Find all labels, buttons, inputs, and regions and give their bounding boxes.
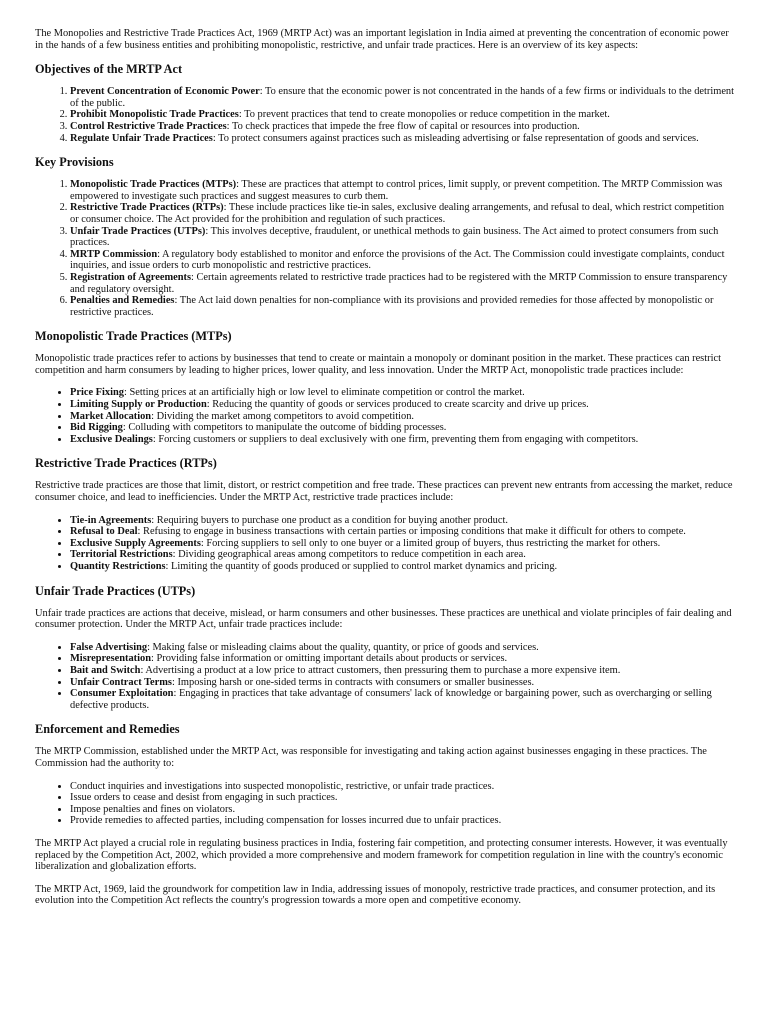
list-item [70, 538, 734, 550]
rtp-paragraph: Restrictive trade practices are those that limit, distort, or restrict competition and free trade. These practices can prevent new entrants from accessing the market, reduce consumer choice, and lead to inefficiencies. Under the MRTP Act, restrictive trade practices include: [35, 480, 733, 504]
list-item-text: : Engaging in practices that take advantage of consumers' lack of knowledge or bargaining power, such as overcharging or selling defective products. [70, 688, 712, 711]
list-item: • Impose penalties and fines on violators. [70, 804, 734, 816]
list-item [70, 387, 734, 399]
list-item [70, 295, 734, 318]
provisions-heading: Key Provisions [35, 155, 114, 170]
list-item-term: Bait and Switch [70, 664, 141, 676]
list-item-text: : The Act laid down penalties for non-compliance with its provisions and provided remedies for those affected by monopolistic or restrictive practices. [70, 295, 714, 318]
list-item [70, 272, 734, 295]
list-item [70, 515, 734, 527]
list-item-term: Price Fixing [70, 387, 124, 399]
utp-list [35, 642, 734, 712]
list-item-text: : These are practices that attempt to control prices, limit supply, or prevent competition. The MRTP Commission was empowered to investigate such practices and suggest measures to curb them. [70, 179, 723, 202]
mtp-paragraph: Monopolistic trade practices refer to actions by businesses that tend to create or maintain a monopoly or dominant position in the market. These practices can restrict competition and harm consumers by leading to higher prices, lower quality, and less innovation. Under the MRTP Act, monopolistic trade practices include: [35, 353, 721, 376]
list-item-term: MRTP Commission [70, 248, 158, 260]
rtp-heading: Restrictive Trade Practices (RTPs) [35, 456, 217, 471]
utp-paragraph: Unfair trade practices are actions that deceive, mislead, or harm consumers and other businesses. These practices are unethical and violate principles of fair dealing and consumer protection. Under the MRTP Act, unfair trade practices include: [35, 607, 732, 631]
list-item-text: : Setting prices at an artificially high or low level to eliminate competition or control the market. [123, 387, 525, 399]
list-item [70, 202, 734, 225]
list-item [70, 665, 734, 677]
list-item [70, 549, 734, 561]
list-item-text: : Forcing customers or suppliers to deal exclusively with one firm, preventing them from engaging with competitors. [152, 433, 639, 445]
list-item-term: False Advertising [70, 641, 148, 653]
list-item-term: Bid Rigging [70, 422, 123, 434]
list-item-text: : These include practices like tie-in sales, exclusive dealing arrangements, and refusal to deal, which restrict competition or consumer choice. The Act provided for the prohibition and regulation of such practices. [70, 202, 725, 225]
enforcement-paragraph: The MRTP Commission, established under the MRTP Act, was responsible for investigating and taking action against businesses engaging in these practices. The Commission had the authority to: [35, 746, 707, 769]
provisions-list [35, 179, 734, 318]
list-item-term: Unfair Contract Terms [70, 676, 172, 688]
enforcement-heading: Enforcement and Remedies [35, 722, 180, 737]
list-item [70, 411, 734, 423]
mtp-list [35, 387, 734, 445]
list-item-text: : To check practices that impede the free flow of capital or resources into production. [226, 120, 580, 132]
closing-paragraph-1: The MRTP Act played a crucial role in regulating business practices in India, fostering fair competition, and protecting consumer interests. However, it was eventually replaced by the Competition Act, 2002, which provided a more comprehensive and modern framework for competition regulation in line with the country's economic liberalization and globalization efforts. [35, 837, 728, 873]
list-item-text: : Certain agreements related to restrictive trade practices had to be registered with the MRTP Commission to ensure transparency and regulatory oversight. [70, 271, 728, 295]
list-item [70, 179, 734, 202]
list-item [70, 399, 734, 411]
list-item-text: : A regulatory body established to monitor and enforce the provisions of the Act. The Commission could investigate complaints, conduct inquiries, and issue orders to curb monopolistic and restrictive practices. [70, 248, 725, 272]
objectives-list [35, 86, 734, 144]
list-item-text: : Making false or misleading claims about the quality, quantity, or price of goods and services. [147, 641, 539, 653]
list-item: • Issue orders to cease and desist from engaging in such practices. [70, 792, 734, 804]
list-item [70, 688, 734, 711]
list-item [70, 526, 734, 538]
utp-heading: Unfair Trade Practices (UTPs) [35, 583, 196, 598]
list-item-term: Market Allocation [70, 410, 152, 422]
list-item-term: Exclusive Dealings [70, 433, 153, 445]
list-item-text: : Imposing harsh or one-sided terms in contracts with consumers or smaller businesses. [171, 676, 535, 688]
list-item-term: Registration of Agreements [70, 271, 192, 283]
list-item-term: Prohibit Monopolistic Trade Practices [70, 109, 239, 121]
list-item [70, 249, 734, 272]
list-item-text: : Dividing the market among competitors to avoid competition. [151, 410, 414, 422]
list-item: • Conduct inquiries and investigations into suspected monopolistic, restrictive, or unfair trade practices. [70, 781, 734, 793]
list-item-text: : Dividing geographical areas among competitors to reduce competition in each area. [172, 549, 526, 561]
list-item-term: Control Restrictive Trade Practices [70, 120, 227, 132]
list-item [70, 434, 734, 446]
list-item-term: Misrepresentation [70, 653, 151, 665]
list-item-text: : Forcing suppliers to sell only to one buyer or a limited group of buyers, thus restricting the market for others. [200, 537, 661, 549]
list-item-text: : To ensure that the economic power is not concentrated in the hands of a few firms or individuals to the detriment of the public. [70, 86, 735, 109]
list-item-text: : Refusing to engage in business transactions with certain parties or imposing conditions that make it difficult for others to compete. [137, 526, 686, 538]
objectives-heading: Objectives of the MRTP Act [35, 62, 183, 77]
closing-paragraph-2: The MRTP Act, 1969, laid the groundwork for competition law in India, addressing issues of monopoly, restrictive trade practices, and consumer protection, and its evolution into the Competition Act reflects the country's progression towards a more open and competitive economy. [35, 883, 716, 907]
list-item-text: : To protect consumers against practices such as misleading advertising or false representation of goods and services. [212, 132, 699, 144]
list-item-term: Limiting Supply or Production [70, 399, 207, 411]
list-item-text: : Reducing the quantity of goods or services produced to create scarcity and drive up prices. [206, 399, 589, 411]
intro-paragraph: The Monopolies and Restrictive Trade Practices Act, 1969 (MRTP Act) was an important legislation in India aimed at preventing the concentration of economic power in the hands of a few business entities and prohibiting monopolistic, restrictive, and unfair trade practices. Here is an overview of its key aspects: [35, 28, 729, 51]
list-item-text: : To prevent practices that tend to create monopolies or reduce competition in the market. [238, 109, 610, 121]
list-item [70, 226, 734, 249]
list-item-term: Restrictive Trade Practices (RTPs) [70, 202, 224, 214]
list-item [70, 422, 734, 434]
list-item: • Provide remedies to affected parties, including compensation for losses incurred due to unfair practices. [70, 815, 734, 827]
list-item-text: : Requiring buyers to purchase one product as a condition for buying another product. [151, 514, 508, 526]
list-item [70, 561, 734, 573]
rtp-list [35, 515, 734, 573]
list-item [70, 86, 734, 109]
list-item-term: Tie-in Agreements [70, 514, 152, 526]
list-item-term: Exclusive Supply Agreements [70, 537, 201, 549]
list-item-term: Monopolistic Trade Practices (MTPs) [70, 179, 237, 191]
list-item-text: : Providing false information or omitting important details about products or services. [151, 653, 508, 665]
list-item-term: Penalties and Remedies [70, 295, 175, 307]
list-item-term: Unfair Trade Practices (UTPs) [70, 225, 206, 237]
list-item-term: Refusal to Deal [70, 526, 138, 538]
list-item-text: : Colluding with competitors to manipulate the outcome of bidding processes. [122, 422, 447, 434]
list-item-term: Territorial Restrictions [70, 549, 173, 561]
list-item-term: Quantity Restrictions [70, 561, 166, 572]
list-item [70, 642, 734, 654]
list-item-text: : This involves deceptive, fraudulent, or unethical methods to gain business. The Act aimed to protect consumers from such practices. [70, 225, 719, 249]
list-item [70, 677, 734, 689]
list-item-term: Regulate Unfair Trade Practices [70, 132, 213, 144]
list-item-term: Prevent Concentration of Economic Power [70, 86, 260, 98]
list-item-term: Consumer Exploitation [70, 688, 174, 700]
list-item-text: : Advertising a product at a low price to attract customers, then pressuring them to purchase a more expensive item. [140, 664, 621, 676]
mtp-heading: Monopolistic Trade Practices (MTPs) [35, 329, 232, 344]
enforcement-list [35, 781, 734, 827]
list-item [70, 133, 734, 145]
list-item [70, 109, 734, 121]
list-item [70, 121, 734, 133]
list-item [70, 653, 734, 665]
list-item-text: : Limiting the quantity of goods produced or supplied to control market dynamics and pricing. [165, 561, 558, 572]
